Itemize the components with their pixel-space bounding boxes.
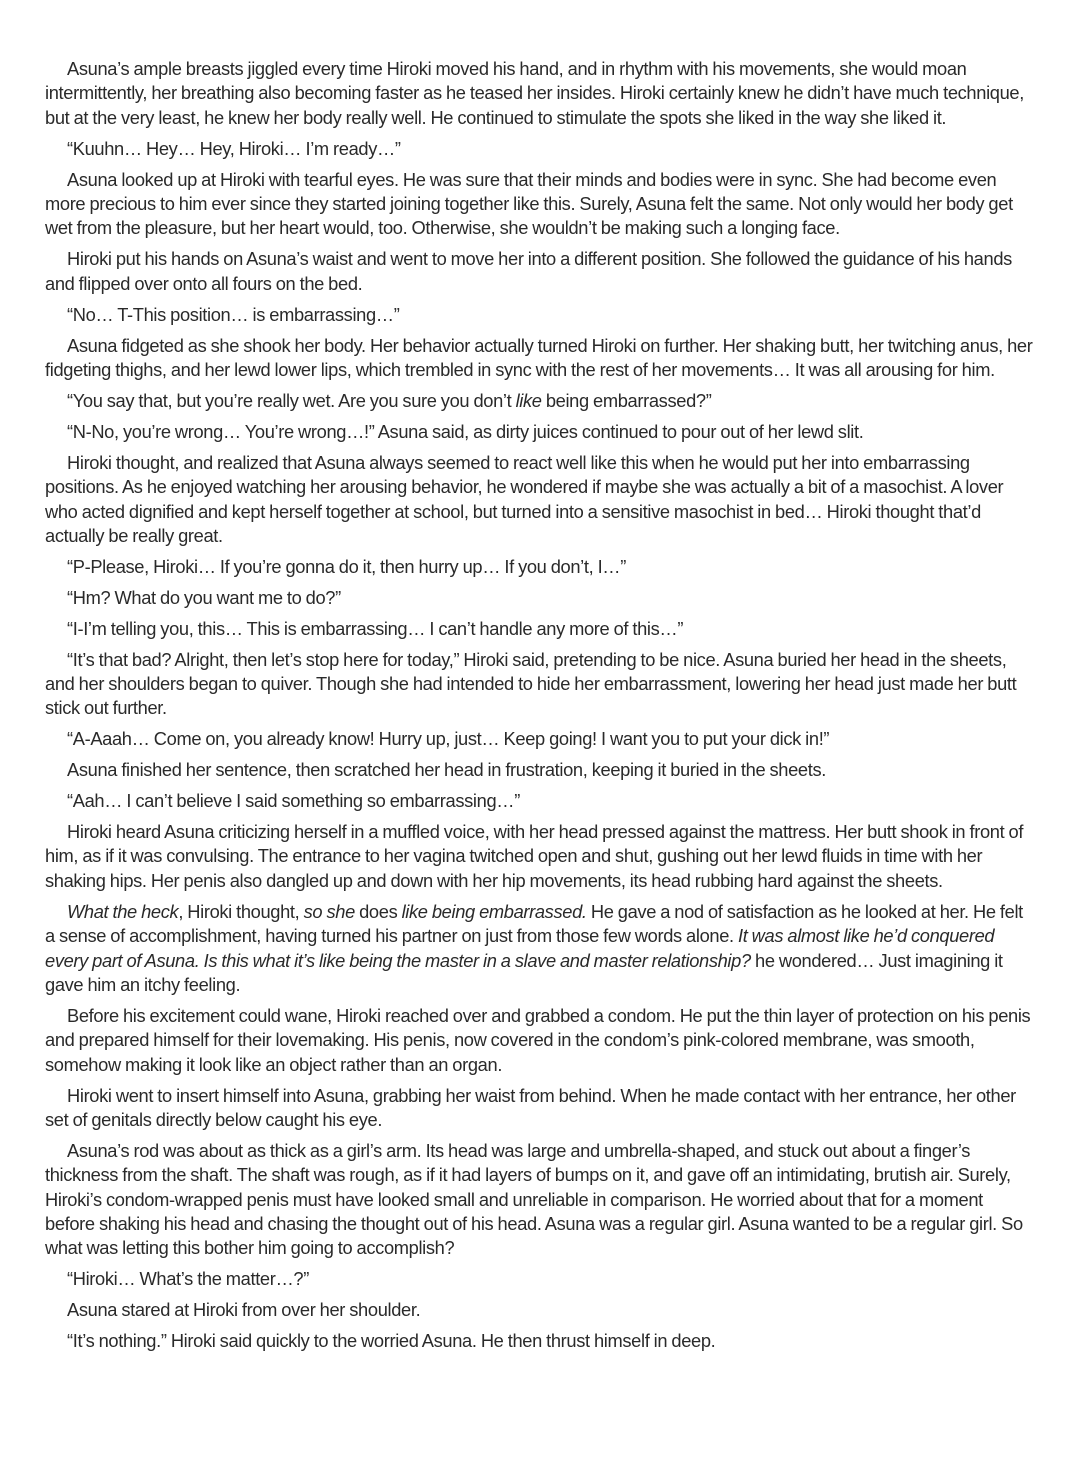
text-run: “It’s nothing.” Hiroki said quickly to the worried Asuna. He then thrust himself in deep.: [67, 1330, 716, 1352]
paragraph: [45, 555, 1035, 579]
text-run: Hiroki heard Asuna criticizing herself in a muffled voice, with her head pressed against the mattress. Her butt shook in front of him, as if it was convulsing. The entrance to her vagina twitched open and shut, gushing out her lewd fluids in time with her shaking hips. Her penis also dangled up and down with her hip movements, its head rubbing hard against the sheets.: [45, 820, 1024, 891]
text-run: Before his excitement could wane, Hiroki reached over and grabbed a condom. He put the thin layer of protection on his penis and prepared himself for their lovemaking. His penis, now covered in the condom’s pink-colored membrane, was smooth, somehow making it look like an object rather than an organ.: [45, 1004, 1031, 1075]
paragraph: [45, 168, 1035, 241]
paragraph: [45, 820, 1035, 893]
text-run: Asuna finished her sentence, then scratched her head in frustration, keeping it buried in the sheets.: [67, 759, 826, 781]
paragraph: [45, 137, 1035, 161]
text-run: Hiroki went to insert himself into Asuna, grabbing her waist from behind. When he made contact with her entrance, her other set of genitals directly below caught his eye.: [45, 1084, 1016, 1130]
text-run: “It’s that bad? Alright, then let’s stop here for today,” Hiroki said, pretending to be nice. Asuna buried her head in the sheets, and her shoulders began to quiver. Though she had intended to hide her embarrassment, lowering her head just made her butt stick out further.: [45, 648, 1017, 719]
paragraph: [45, 586, 1035, 610]
paragraph: [45, 1004, 1035, 1077]
paragraph: [45, 1084, 1035, 1133]
text-run: “Kuuhn… Hey… Hey, Hiroki… I’m ready…”: [67, 137, 401, 159]
text-run: Asuna looked up at Hiroki with tearful eyes. He was sure that their minds and bodies were in sync. She had become even more precious to him ever since they started joining together like this. Surely, Asuna felt the same. Not only would her body get wet from the pleasure, but her heart would, too. Otherwise, she wouldn’t be making such a longing face.: [45, 168, 1013, 239]
paragraph: [45, 451, 1035, 549]
italic-text: It was almost like he’d conquered every part of Asuna. Is this what it’s like being the master in a slave and master relationship?: [45, 925, 995, 971]
italic-text: like: [515, 389, 542, 411]
text-run: “Hm? What do you want me to do?”: [67, 586, 341, 608]
text-run: Hiroki thought, and realized that Asuna always seemed to react well like this when he would put her into embarrassing positions. As he enjoyed watching her arousing behavior, he wondered if maybe she was actually a bit of a masochist. A lover who acted dignified and kept herself together at school, but turned into a sensitive masochist in bed… Hiroki thought that’d actually be really great.: [45, 451, 1004, 546]
text-run: does: [354, 900, 402, 922]
text-run: Asuna fidgeted as she shook her body. Her behavior actually turned Hiroki on further. Her shaking butt, her twitching anus, her fidgeting thighs, and her lewd lower lips, which trembled in sync with the rest of her movements… It was all arousing for him.: [45, 334, 1033, 380]
paragraph: [45, 247, 1035, 296]
paragraph: [45, 1139, 1035, 1261]
paragraph: [45, 727, 1035, 751]
paragraph: [45, 1329, 1035, 1353]
text-run: Hiroki put his hands on Asuna’s waist and went to move her into a different position. She followed the guidance of his hands and flipped over onto all fours on the bed.: [45, 248, 1012, 294]
text-run: being embarrassed?”: [541, 389, 712, 411]
text-run: he wondered… Just imagining it gave him an itchy feeling.: [45, 949, 1003, 995]
text-run: “A-Aaah… Come on, you already know! Hurry up, just… Keep going! I want you to put your dick in!”: [67, 728, 830, 750]
text-run: “I-I’m telling you, this… This is embarrassing… I can’t handle any more of this…”: [67, 617, 684, 639]
text-run: “You say that, but you’re really wet. Are you sure you don’t: [67, 389, 516, 411]
italic-text: What the heck: [67, 900, 179, 922]
paragraph: [45, 420, 1035, 444]
document-page: [45, 57, 1035, 1360]
paragraph: [45, 617, 1035, 641]
text-run: “P-Please, Hiroki… If you’re gonna do it, then hurry up… If you don’t, I…”: [67, 555, 626, 577]
paragraph: [45, 57, 1035, 130]
paragraph: [45, 789, 1035, 813]
paragraph: [45, 1298, 1035, 1322]
paragraph: [45, 303, 1035, 327]
text-run: Asuna stared at Hiroki from over her shoulder.: [67, 1299, 421, 1321]
text-run: Asuna’s rod was about as thick as a girl’s arm. Its head was large and umbrella-shaped, and stuck out about a finger’s thickness from the shaft. The shaft was rough, as if it had layers of bumps on it, and gave off an intimidating, brutish air. Surely, Hiroki’s condom-wrapped penis must have looked small and unreliable in comparison. He worried about that for a moment before shaking his head and chasing the thought out of his head. Asuna was a regular girl. Asuna wanted to be a regular girl. So what was letting this bother him going to accomplish?: [45, 1139, 1023, 1259]
text-run: He gave a nod of satisfaction as he looked at her. He felt a sense of accomplishment, having turned his partner on just from those few words alone.: [45, 900, 1023, 947]
paragraph: [45, 1267, 1035, 1291]
paragraph: [45, 900, 1035, 998]
text-run: “Hiroki… What’s the matter…?”: [67, 1268, 309, 1290]
text-run: Asuna’s ample breasts jiggled every time Hiroki moved his hand, and in rhythm with his movements, she would moan intermittently, her breathing also becoming faster as he teased her insides. Hiroki certainly knew he didn’t have much technique, but at the very least, he knew her body really well. He continued to stimulate the spots she liked in the way she liked it.: [45, 58, 1024, 128]
paragraph: [45, 758, 1035, 782]
paragraph: [45, 389, 1035, 413]
text-run: “Aah… I can’t believe I said something so embarrassing…”: [67, 790, 520, 812]
text-run: “No… T-This position… is embarrassing…”: [67, 303, 400, 325]
paragraph: [45, 648, 1035, 721]
italic-text: so she: [303, 900, 355, 922]
text-run: , Hiroki thought,: [178, 900, 304, 922]
italic-text: like being embarrassed.: [401, 900, 587, 922]
text-run: “N-No, you’re wrong… You’re wrong…!” Asuna said, as dirty juices continued to pour out of her lewd slit.: [67, 420, 864, 442]
paragraph: [45, 334, 1035, 383]
